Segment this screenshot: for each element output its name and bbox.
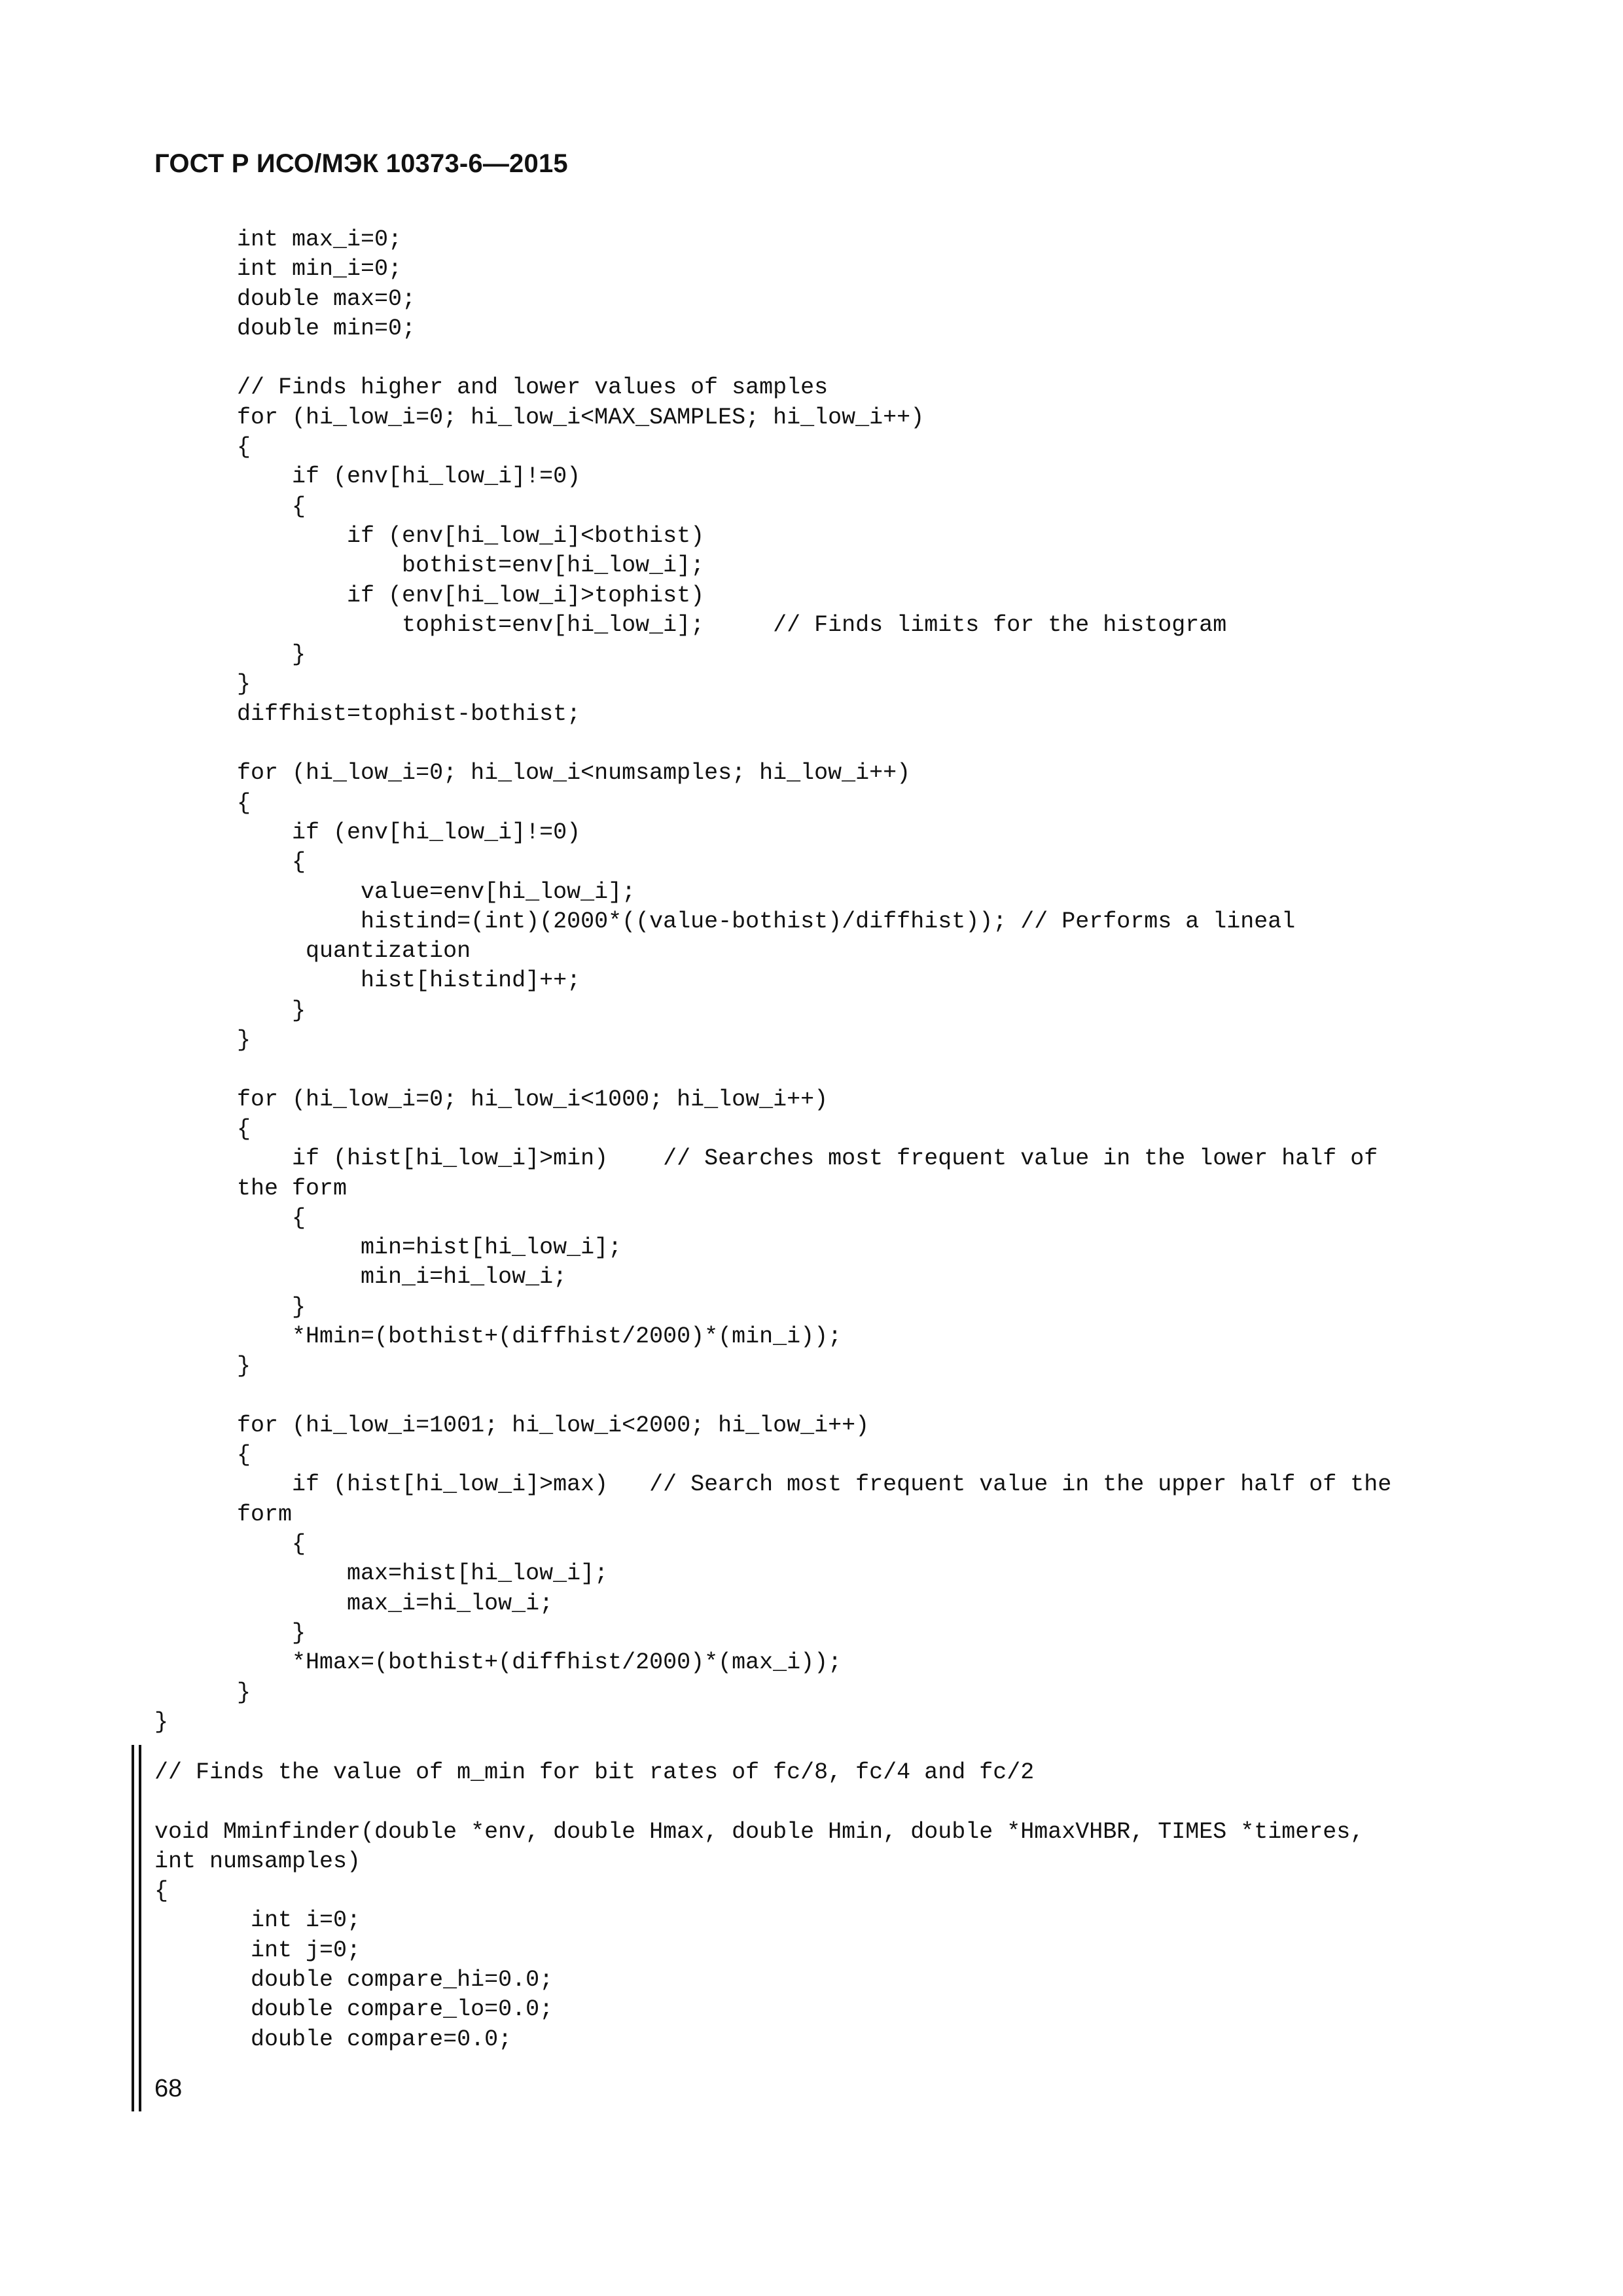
code-line: histind=(int)(2000*((value-bothist)/diffhist)); // Performs a lineal — [154, 908, 1296, 935]
code-line: *Hmin=(bothist+(diffhist/2000)*(min_i)); — [154, 1323, 842, 1350]
code-line: { — [154, 849, 306, 876]
code-line: *Hmax=(bothist+(diffhist/2000)*(max_i)); — [154, 1649, 842, 1676]
code-line: { — [154, 1878, 169, 1905]
code-line: } — [154, 641, 306, 668]
code-line: quantization — [154, 938, 471, 965]
code-line: the form — [154, 1175, 348, 1202]
code-line: } — [154, 1027, 251, 1054]
code-line: min=hist[hi_low_i]; — [154, 1234, 622, 1261]
code-line — [154, 1382, 1391, 1411]
code-line: { — [154, 493, 306, 520]
code-line: } — [154, 997, 306, 1024]
code-line: } — [154, 1619, 306, 1646]
code-line: // Finds the value of m_min for bit rates of fc/8, fc/4 and fc/2 — [154, 1759, 1035, 1785]
code-line: for (hi_low_i=0; hi_low_i<MAX_SAMPLES; hi_low_i++) — [154, 404, 925, 431]
code-line: if (env[hi_low_i]<bothist) — [154, 522, 705, 549]
code-line: form — [154, 1501, 293, 1528]
code-line: for (hi_low_i=0; hi_low_i<numsamples; hi_low_i++) — [154, 760, 911, 787]
code-line: if (hist[hi_low_i]>max) // Search most frequent value in the upper half of the — [154, 1471, 1392, 1498]
code-line: } — [154, 1708, 169, 1735]
code-line: max_i=hi_low_i; — [154, 1590, 554, 1617]
code-line: int min_i=0; — [154, 256, 402, 283]
code-line: max=hist[hi_low_i]; — [154, 1560, 609, 1587]
code-line: { — [154, 1204, 306, 1231]
code-line: value=env[hi_low_i]; — [154, 878, 636, 905]
revision-bar-left — [132, 1745, 134, 2111]
code-line: { — [154, 1115, 251, 1142]
code-line — [154, 1055, 1391, 1085]
code-line: hist[histind]++; — [154, 967, 581, 994]
code-line: int numsamples) — [154, 1848, 361, 1874]
page-number: 68 — [154, 2075, 183, 2102]
code-listing-bottom — [154, 1758, 1364, 2054]
code-line: int max_i=0; — [154, 226, 402, 253]
code-line — [154, 1787, 1364, 1817]
code-line: if (hist[hi_low_i]>min) // Searches most frequent value in the lower half of — [154, 1145, 1378, 1172]
code-line: } — [154, 1293, 306, 1320]
code-line: diffhist=tophist-bothist; — [154, 700, 581, 727]
code-line: double max=0; — [154, 285, 416, 312]
code-line: { — [154, 434, 251, 461]
code-line: for (hi_low_i=0; hi_low_i<1000; hi_low_i++) — [154, 1086, 829, 1113]
code-line: for (hi_low_i=1001; hi_low_i<2000; hi_low_i++) — [154, 1412, 870, 1439]
code-line: { — [154, 1531, 306, 1558]
code-line: { — [154, 789, 251, 816]
code-line: } — [154, 1353, 251, 1380]
code-line: tophist=env[hi_low_i]; // Finds limits for the histogram — [154, 611, 1227, 638]
code-line: double compare=0.0; — [154, 2026, 512, 2053]
code-line: { — [154, 1442, 251, 1469]
code-line: bothist=env[hi_low_i]; — [154, 552, 705, 579]
code-listing-top — [154, 225, 1391, 1737]
code-line: if (env[hi_low_i]!=0) — [154, 819, 581, 846]
code-line: double min=0; — [154, 315, 416, 342]
code-line: if (env[hi_low_i]>tophist) — [154, 582, 705, 609]
code-line: } — [154, 671, 251, 698]
code-line — [154, 729, 1391, 759]
code-line: min_i=hi_low_i; — [154, 1264, 567, 1291]
document-header: ГОСТ Р ИСО/МЭК 10373-6—2015 — [154, 149, 568, 178]
code-line: void Mminfinder(double *env, double Hmax, double Hmin, double *HmaxVHBR, TIMES *timeres, — [154, 1818, 1364, 1845]
code-line: double compare_lo=0.0; — [154, 1996, 554, 2023]
code-line: } — [154, 1679, 251, 1706]
code-line: // Finds higher and lower values of samples — [154, 374, 829, 401]
code-line: if (env[hi_low_i]!=0) — [154, 463, 581, 490]
revision-bar-right — [139, 1745, 141, 2111]
code-line: double compare_hi=0.0; — [154, 1967, 554, 1994]
code-line: int j=0; — [154, 1937, 361, 1964]
code-line: int i=0; — [154, 1907, 361, 1934]
code-line — [154, 344, 1391, 373]
